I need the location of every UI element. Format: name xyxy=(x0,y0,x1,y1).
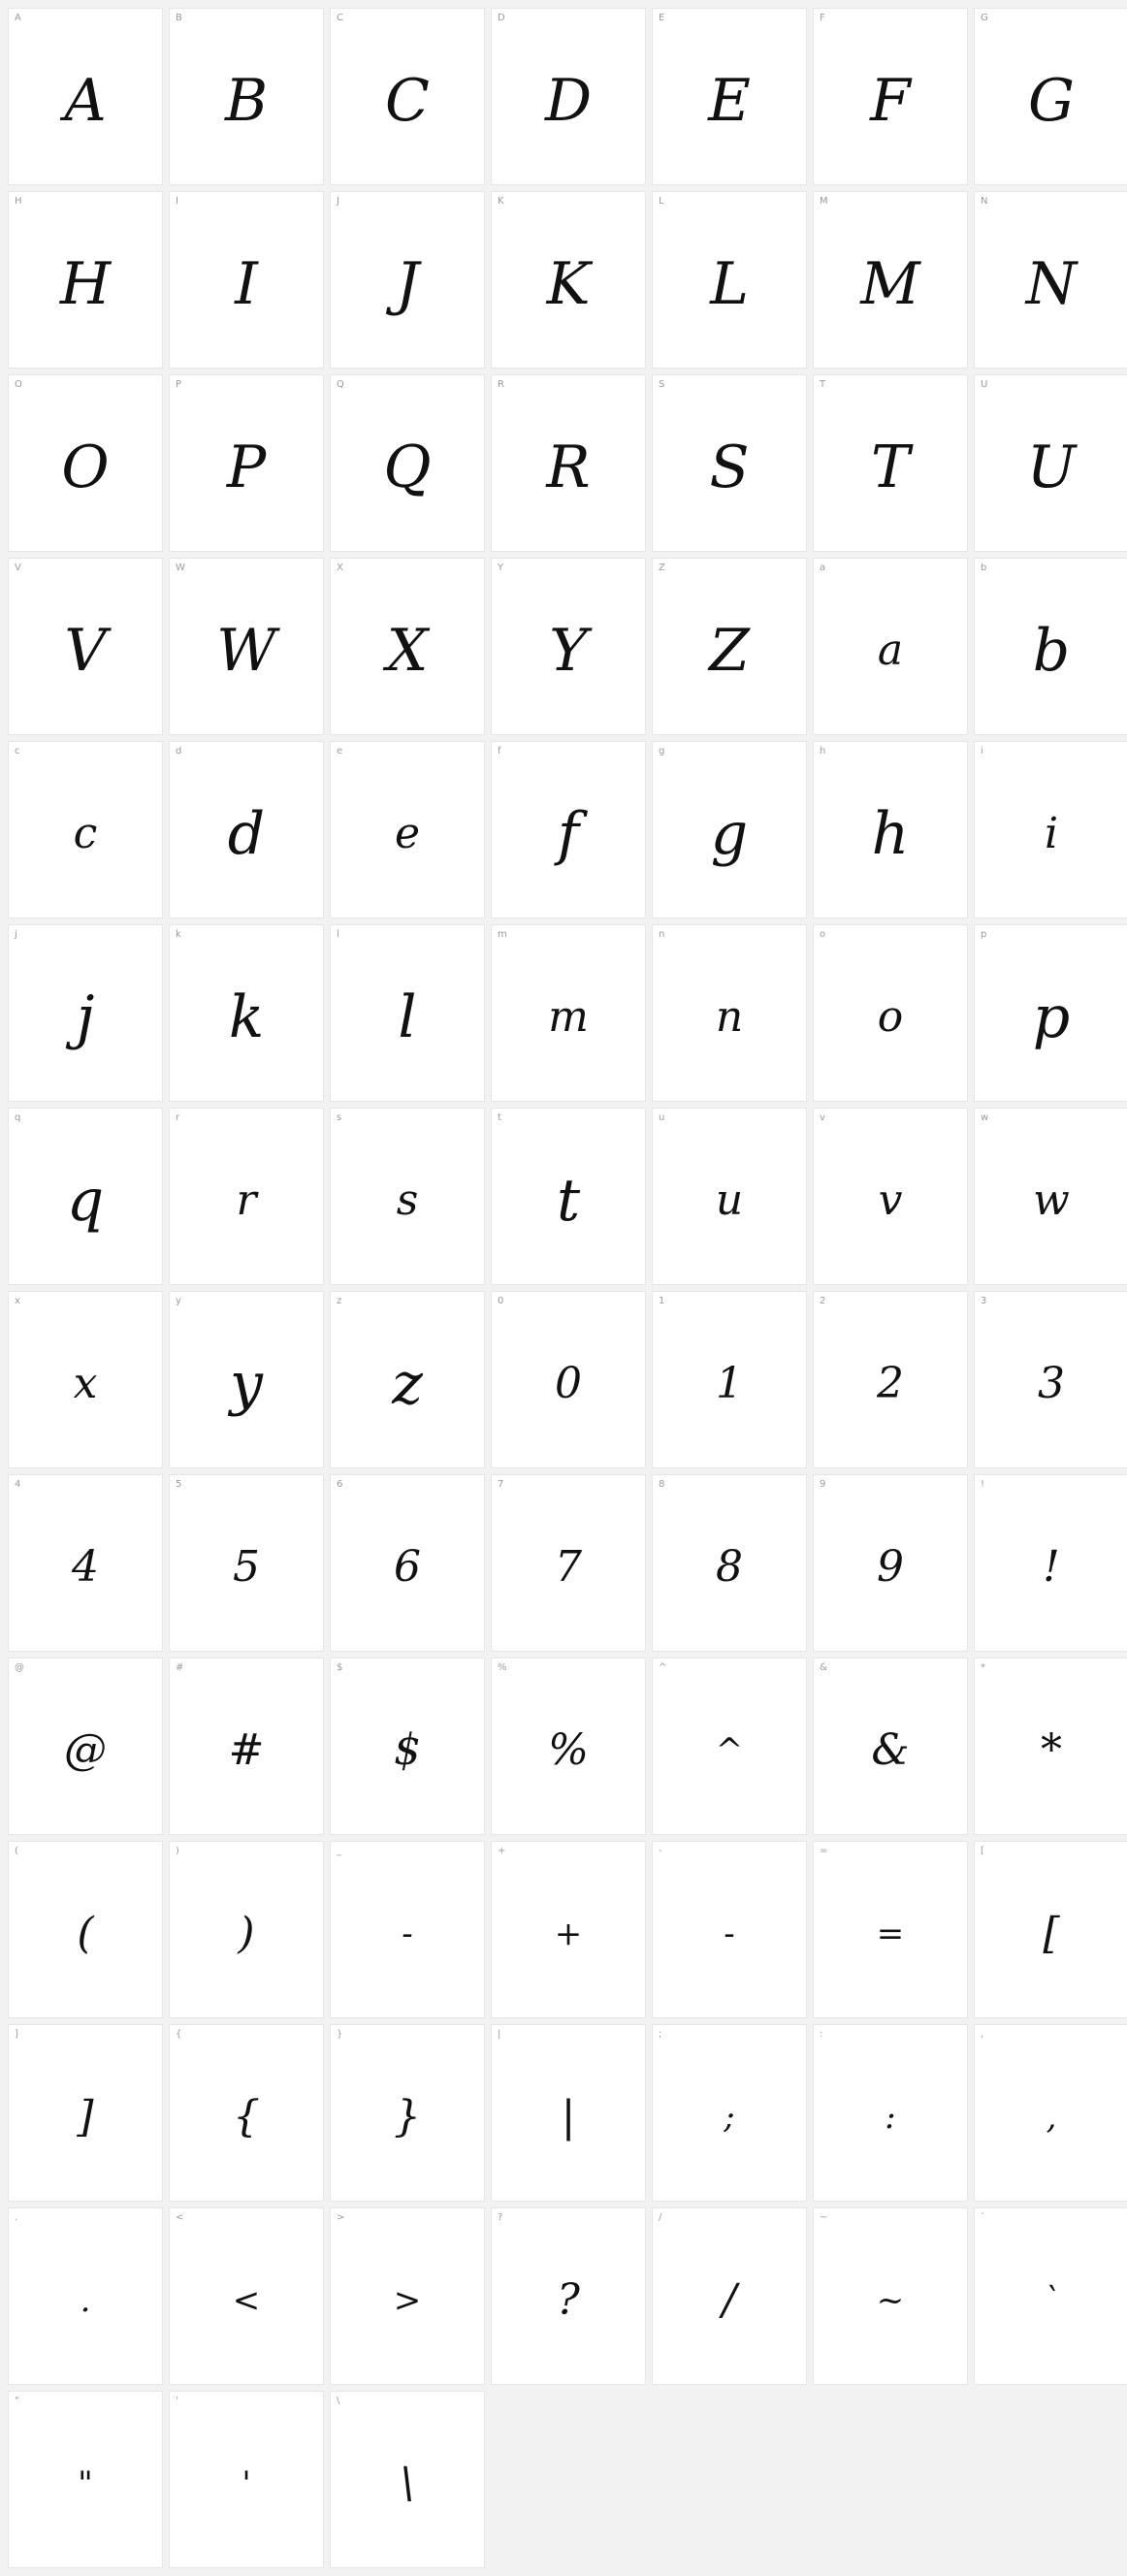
glyph-code-label: + xyxy=(498,1846,506,1856)
glyph-character: ? xyxy=(557,2274,580,2325)
glyph-code-label: F xyxy=(820,13,825,23)
glyph-cell[interactable] xyxy=(169,741,324,918)
glyph-code-label: t xyxy=(498,1112,501,1123)
glyph-code-label: f xyxy=(498,746,501,757)
glyph-cell[interactable] xyxy=(169,1291,324,1468)
glyph-character: s xyxy=(396,1175,419,1225)
glyph-character: G xyxy=(1028,66,1075,135)
glyph-character: 4 xyxy=(72,1541,99,1592)
glyph-code-label: ! xyxy=(981,1479,985,1490)
glyph-cell[interactable] xyxy=(652,1291,807,1468)
glyph-character: C xyxy=(385,66,430,135)
glyph-cell[interactable] xyxy=(169,191,324,369)
glyph-character: a xyxy=(877,625,904,675)
glyph-character: R xyxy=(546,433,591,501)
glyph-cell[interactable] xyxy=(491,1841,646,2018)
glyph-character: ! xyxy=(1043,1541,1060,1592)
glyph-code-label: - xyxy=(659,1846,662,1856)
glyph-code-label: Z xyxy=(659,563,665,573)
glyph-code-label: S xyxy=(659,379,665,390)
glyph-code-label: . xyxy=(15,2212,18,2223)
glyph-code-label: v xyxy=(820,1112,825,1123)
glyph-code-label: ' xyxy=(176,2396,178,2406)
glyph-cell[interactable] xyxy=(813,191,968,369)
glyph-cell[interactable] xyxy=(330,1474,485,1652)
glyph-character: X xyxy=(386,616,429,685)
glyph-character: w xyxy=(1033,1175,1070,1225)
glyph-code-label: I xyxy=(176,196,178,207)
glyph-cell[interactable] xyxy=(330,1841,485,2018)
glyph-cell[interactable] xyxy=(974,374,1127,552)
glyph-cell[interactable] xyxy=(491,1474,646,1652)
glyph-code-label: 2 xyxy=(820,1296,826,1306)
glyph-cell[interactable] xyxy=(169,2207,324,2385)
glyph-code-label: 4 xyxy=(15,1479,21,1490)
glyph-character: 2 xyxy=(877,1358,904,1408)
glyph-cell[interactable] xyxy=(169,558,324,735)
glyph-cell[interactable] xyxy=(974,558,1127,735)
glyph-code-label: E xyxy=(659,13,665,23)
glyph-character: % xyxy=(548,1724,589,1775)
glyph-code-label: G xyxy=(981,13,988,23)
glyph-character: k xyxy=(228,982,265,1051)
glyph-character: H xyxy=(59,249,112,318)
glyph-code-label: ) xyxy=(176,1846,179,1856)
glyph-cell[interactable] xyxy=(652,2207,807,2385)
glyph-cell[interactable] xyxy=(330,8,485,185)
glyph-character: 1 xyxy=(716,1358,743,1408)
glyph-code-label: ( xyxy=(15,1846,18,1856)
glyph-character: ] xyxy=(77,2091,94,2141)
glyph-character: ; xyxy=(724,2097,735,2137)
glyph-code-label: l xyxy=(337,929,339,940)
glyph-character: K xyxy=(546,249,591,318)
glyph-character: d xyxy=(227,799,266,868)
glyph-code-label: m xyxy=(498,929,507,940)
glyph-character: f xyxy=(557,799,580,868)
glyph-code-label: 5 xyxy=(176,1479,182,1490)
glyph-code-label: B xyxy=(176,13,182,23)
glyph-character: A xyxy=(64,66,107,135)
glyph-code-label: T xyxy=(820,379,826,390)
glyph-cell[interactable] xyxy=(169,1108,324,1285)
glyph-cell[interactable] xyxy=(974,191,1127,369)
glyph-code-label: Q xyxy=(337,379,344,390)
glyph-code-label: o xyxy=(820,929,826,940)
glyph-character: ) xyxy=(238,1908,255,1958)
glyph-cell[interactable] xyxy=(652,1841,807,2018)
glyph-cell[interactable] xyxy=(169,1474,324,1652)
glyph-code-label: w xyxy=(981,1112,989,1123)
glyph-character: v xyxy=(878,1175,903,1225)
glyph-character: * xyxy=(1041,1724,1062,1775)
glyph-cell[interactable] xyxy=(813,924,968,1102)
glyph-cell[interactable] xyxy=(330,741,485,918)
glyph-code-label: ? xyxy=(498,2212,503,2223)
glyph-cell[interactable] xyxy=(813,1108,968,1285)
glyph-character: , xyxy=(1046,2097,1057,2137)
glyph-cell[interactable] xyxy=(813,1474,968,1652)
glyph-cell[interactable] xyxy=(813,1658,968,1835)
glyph-cell[interactable] xyxy=(813,741,968,918)
glyph-character: M xyxy=(860,249,920,318)
glyph-cell[interactable] xyxy=(8,1108,163,1285)
glyph-character: F xyxy=(870,66,911,135)
glyph-code-label: 3 xyxy=(981,1296,987,1306)
glyph-character: W xyxy=(216,616,276,685)
glyph-code-label: d xyxy=(176,746,182,757)
glyph-code-label: a xyxy=(820,563,826,573)
glyph-cell[interactable] xyxy=(8,924,163,1102)
glyph-character: - xyxy=(402,1914,413,1953)
glyph-character: ( xyxy=(77,1908,94,1958)
glyph-cell[interactable] xyxy=(652,8,807,185)
glyph-code-label: q xyxy=(15,1112,21,1123)
glyph-character: @ xyxy=(64,1724,107,1775)
glyph-character: ` xyxy=(1043,2280,1060,2320)
glyph-character: + xyxy=(554,1914,583,1953)
glyph-character: B xyxy=(224,66,269,135)
glyph-code-label: { xyxy=(176,2029,182,2040)
glyph-cell[interactable] xyxy=(330,1658,485,1835)
glyph-character: [ xyxy=(1043,1908,1060,1958)
glyph-code-label: n xyxy=(659,929,665,940)
glyph-character: Q xyxy=(383,433,432,501)
glyph-character: q xyxy=(66,1166,105,1235)
glyph-character: j xyxy=(76,982,95,1051)
glyph-character: " xyxy=(78,2463,93,2503)
glyph-cell[interactable] xyxy=(974,741,1127,918)
glyph-code-label: $ xyxy=(337,1662,343,1673)
glyph-cell[interactable] xyxy=(652,741,807,918)
glyph-code-label: i xyxy=(981,746,983,757)
glyph-character: Y xyxy=(549,616,588,685)
glyph-code-label: 0 xyxy=(498,1296,504,1306)
glyph-cell[interactable] xyxy=(974,1841,1127,2018)
glyph-code-label: c xyxy=(15,746,20,757)
glyph-code-label: y xyxy=(176,1296,181,1306)
glyph-code-label: ~ xyxy=(820,2212,828,2223)
glyph-character: > xyxy=(393,2280,422,2320)
glyph-character: | xyxy=(561,2091,576,2141)
glyph-character: P xyxy=(226,433,267,501)
glyph-code-label: 6 xyxy=(337,1479,343,1490)
glyph-cell[interactable] xyxy=(169,924,324,1102)
glyph-character: e xyxy=(394,808,421,858)
glyph-character: O xyxy=(61,433,110,501)
glyph-cell[interactable] xyxy=(491,924,646,1102)
glyph-cell[interactable] xyxy=(813,1841,968,2018)
glyph-code-label: b xyxy=(981,563,987,573)
glyph-cell[interactable] xyxy=(652,1474,807,1652)
glyph-code-label: U xyxy=(981,379,988,390)
glyph-code-label: % xyxy=(498,1662,507,1673)
glyph-character: L xyxy=(710,249,749,318)
glyph-character: # xyxy=(228,1724,265,1775)
glyph-cell[interactable] xyxy=(169,1841,324,2018)
glyph-cell[interactable] xyxy=(813,558,968,735)
glyph-code-label: ; xyxy=(659,2029,662,2040)
glyph-cell[interactable] xyxy=(330,1291,485,1468)
glyph-character: 6 xyxy=(394,1541,421,1592)
glyph-cell[interactable] xyxy=(330,2207,485,2385)
glyph-cell[interactable] xyxy=(491,558,646,735)
glyph-character: = xyxy=(876,1914,905,1953)
glyph-code-label: k xyxy=(176,929,181,940)
glyph-code-label: & xyxy=(820,1662,827,1673)
glyph-cell[interactable] xyxy=(8,2024,163,2202)
glyph-code-label: " xyxy=(15,2396,19,2406)
glyph-character: h xyxy=(871,799,910,868)
glyph-character: ' xyxy=(242,2463,251,2503)
glyph-cell[interactable] xyxy=(491,374,646,552)
glyph-cell[interactable] xyxy=(8,1474,163,1652)
glyph-cell[interactable] xyxy=(8,8,163,185)
glyph-cell[interactable] xyxy=(652,1108,807,1285)
glyph-character: . xyxy=(80,2280,91,2320)
glyph-character: 3 xyxy=(1038,1358,1065,1408)
glyph-cell[interactable] xyxy=(652,924,807,1102)
glyph-cell[interactable] xyxy=(491,1108,646,1285)
glyph-code-label: J xyxy=(337,196,339,207)
glyph-character: V xyxy=(64,616,107,685)
glyph-character: u xyxy=(715,1175,744,1225)
glyph-code-label: # xyxy=(176,1662,184,1673)
glyph-cell[interactable] xyxy=(491,2024,646,2202)
glyph-character: r xyxy=(236,1175,257,1225)
glyph-character: { xyxy=(233,2091,260,2141)
glyph-character: 9 xyxy=(877,1541,904,1592)
glyph-character: m xyxy=(548,991,589,1042)
glyph-code-label: | xyxy=(498,2029,501,2040)
glyph-cell[interactable] xyxy=(974,1108,1127,1285)
glyph-cell[interactable] xyxy=(813,8,968,185)
glyph-code-label: / xyxy=(659,2212,662,2223)
glyph-code-label: s xyxy=(337,1112,342,1123)
glyph-cell[interactable] xyxy=(169,2024,324,2202)
glyph-cell[interactable] xyxy=(8,1841,163,2018)
glyph-cell[interactable] xyxy=(330,191,485,369)
glyph-cell[interactable] xyxy=(8,558,163,735)
glyph-cell[interactable] xyxy=(813,2207,968,2385)
glyph-code-label: C xyxy=(337,13,343,23)
glyph-character: n xyxy=(715,991,744,1042)
glyph-code-label: g xyxy=(659,746,665,757)
glyph-cell[interactable] xyxy=(974,1474,1127,1652)
glyph-character: \ xyxy=(400,2458,415,2508)
glyph-cell[interactable] xyxy=(974,2207,1127,2385)
glyph-code-label: z xyxy=(337,1296,342,1306)
glyph-cell[interactable] xyxy=(169,374,324,552)
glyph-cell[interactable] xyxy=(8,1291,163,1468)
glyph-cell[interactable] xyxy=(8,1658,163,1835)
glyph-code-label: X xyxy=(337,563,343,573)
glyph-code-label: * xyxy=(981,1662,985,1673)
glyph-character: : xyxy=(885,2097,896,2137)
glyph-cell[interactable] xyxy=(169,8,324,185)
glyph-character: 0 xyxy=(555,1358,582,1408)
glyph-code-label: , xyxy=(981,2029,984,2040)
glyph-character: ^ xyxy=(715,1730,744,1770)
glyph-cell[interactable] xyxy=(491,8,646,185)
glyph-character: z xyxy=(392,1349,423,1418)
glyph-character: < xyxy=(232,2280,261,2320)
glyph-character: I xyxy=(235,249,258,318)
glyph-code-label: K xyxy=(498,196,504,207)
glyph-cell[interactable] xyxy=(652,2024,807,2202)
glyph-character: b xyxy=(1032,616,1071,685)
glyph-code-label: R xyxy=(498,379,504,390)
glyph-character: & xyxy=(871,1724,910,1775)
glyph-code-label: O xyxy=(15,379,22,390)
glyph-character: / xyxy=(722,2274,737,2325)
glyph-cell[interactable] xyxy=(974,1658,1127,1835)
glyph-cell[interactable] xyxy=(8,2207,163,2385)
glyph-cell[interactable] xyxy=(491,741,646,918)
glyph-cell[interactable] xyxy=(169,2391,324,2568)
glyph-code-label: 7 xyxy=(498,1479,504,1490)
glyph-cell[interactable] xyxy=(330,924,485,1102)
glyph-character: } xyxy=(394,2091,421,2141)
glyph-character: N xyxy=(1025,249,1078,318)
glyph-cell[interactable] xyxy=(8,741,163,918)
glyph-code-label: = xyxy=(820,1846,828,1856)
glyph-cell[interactable] xyxy=(652,558,807,735)
glyph-code-label: A xyxy=(15,13,21,23)
glyph-character: Z xyxy=(709,616,750,685)
glyph-character: ~ xyxy=(876,2280,905,2320)
glyph-character: T xyxy=(870,433,911,501)
glyph-character: x xyxy=(73,1358,98,1408)
glyph-character: i xyxy=(1044,808,1059,858)
glyph-character: 5 xyxy=(233,1541,260,1592)
glyph-cell[interactable] xyxy=(491,191,646,369)
glyph-code-label: > xyxy=(337,2212,345,2223)
glyph-cell[interactable] xyxy=(330,374,485,552)
glyph-code-label: h xyxy=(820,746,826,757)
glyph-cell[interactable] xyxy=(491,1658,646,1835)
glyph-code-label: u xyxy=(659,1112,665,1123)
glyph-code-label: H xyxy=(15,196,22,207)
glyph-code-label: D xyxy=(498,13,505,23)
glyph-character: E xyxy=(708,66,751,135)
glyph-cell[interactable] xyxy=(330,558,485,735)
glyph-character: $ xyxy=(394,1724,421,1775)
glyph-cell[interactable] xyxy=(652,1658,807,1835)
glyph-code-label: ] xyxy=(15,2029,18,2040)
glyph-cell[interactable] xyxy=(974,2024,1127,2202)
glyph-code-label: 1 xyxy=(659,1296,665,1306)
glyph-cell[interactable] xyxy=(8,191,163,369)
glyph-code-label: 9 xyxy=(820,1479,826,1490)
glyph-character: 7 xyxy=(555,1541,582,1592)
glyph-cell[interactable] xyxy=(813,1291,968,1468)
glyph-character: y xyxy=(230,1349,263,1418)
glyph-character: p xyxy=(1032,982,1071,1051)
glyph-character: 8 xyxy=(716,1541,743,1592)
glyph-cell[interactable] xyxy=(974,924,1127,1102)
glyph-cell[interactable] xyxy=(652,191,807,369)
glyph-character: D xyxy=(544,66,593,135)
glyph-cell[interactable] xyxy=(974,8,1127,185)
glyph-cell[interactable] xyxy=(8,2391,163,2568)
glyph-code-label: r xyxy=(176,1112,180,1123)
glyph-cell[interactable] xyxy=(491,1291,646,1468)
glyph-code-label: p xyxy=(981,929,987,940)
glyph-character: l xyxy=(398,982,417,1051)
glyph-code-label: Y xyxy=(498,563,504,573)
glyph-character: S xyxy=(709,433,750,501)
glyph-code-label: ^ xyxy=(659,1662,667,1673)
glyph-code-label: \ xyxy=(337,2396,340,2406)
glyph-cell[interactable] xyxy=(330,2024,485,2202)
glyph-cell[interactable] xyxy=(813,374,968,552)
glyph-code-label: W xyxy=(176,563,185,573)
glyph-code-label: 8 xyxy=(659,1479,665,1490)
glyph-code-label: j xyxy=(15,929,17,940)
glyph-character: J xyxy=(395,249,420,318)
glyph-code-label: P xyxy=(176,379,182,390)
glyph-code-label: @ xyxy=(15,1662,24,1673)
glyph-character: o xyxy=(877,991,904,1042)
glyph-code-label: L xyxy=(659,196,664,207)
glyph-code-label: : xyxy=(820,2029,823,2040)
glyph-character: t xyxy=(556,1166,581,1235)
glyph-character: U xyxy=(1026,433,1077,501)
glyph-character: - xyxy=(724,1914,735,1953)
glyph-cell[interactable] xyxy=(652,374,807,552)
glyph-code-label: ` xyxy=(981,2212,985,2223)
glyph-cell[interactable] xyxy=(330,1108,485,1285)
glyph-cell[interactable] xyxy=(330,2391,485,2568)
glyph-character: c xyxy=(73,808,98,858)
glyph-cell[interactable] xyxy=(974,1291,1127,1468)
glyph-code-label: N xyxy=(981,196,988,207)
glyph-code-label: e xyxy=(337,746,343,757)
glyph-code-label: < xyxy=(176,2212,184,2223)
glyph-code-label: [ xyxy=(981,1846,984,1856)
glyph-cell[interactable] xyxy=(491,2207,646,2385)
glyph-cell[interactable] xyxy=(8,374,163,552)
glyph-code-label: } xyxy=(337,2029,343,2040)
glyph-character: g xyxy=(710,799,749,868)
glyph-code-label: _ xyxy=(337,1846,341,1856)
glyph-code-label: M xyxy=(820,196,828,207)
glyph-cell[interactable] xyxy=(813,2024,968,2202)
glyph-code-label: V xyxy=(15,563,21,573)
glyph-cell[interactable] xyxy=(169,1658,324,1835)
glyph-code-label: x xyxy=(15,1296,20,1306)
